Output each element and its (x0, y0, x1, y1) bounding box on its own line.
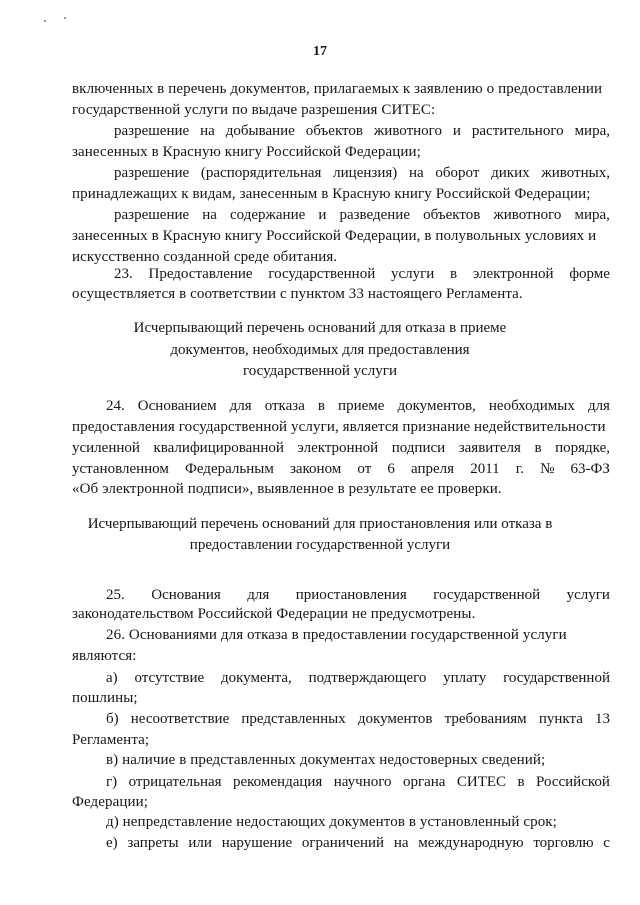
text-line: являются: (72, 648, 137, 664)
text-line: предоставления государственной услуги, является признание недействительности (72, 419, 606, 435)
word: научного (333, 774, 392, 790)
word: в (517, 774, 525, 790)
justified-line (114, 163, 610, 183)
word: (распорядительная (200, 165, 322, 181)
word: приеме (338, 398, 385, 414)
justified-line (106, 709, 610, 729)
text-line: д) непредставление недостающих документов в установленный срок; (106, 814, 557, 830)
word: необходимых (488, 398, 575, 414)
word: мира, (574, 123, 610, 139)
page-number: 17 (313, 44, 327, 59)
word: или (188, 835, 212, 851)
justified-line (106, 396, 610, 416)
word: и (318, 207, 327, 223)
word: для (229, 398, 252, 414)
word: требованиям (444, 711, 527, 727)
justified-line (106, 833, 610, 853)
word: разрешение (114, 123, 190, 139)
word: приостановления (295, 587, 407, 603)
justified-line (106, 772, 610, 792)
word: форме (569, 266, 610, 282)
word: документов (357, 711, 433, 727)
word: для (587, 398, 610, 414)
word: документов, (397, 398, 476, 414)
justified-line (114, 264, 610, 284)
word: с (603, 835, 610, 851)
word: рекомендация (233, 774, 323, 790)
text-line: Федерации; (72, 794, 149, 810)
word: порядке, (555, 440, 610, 456)
section-heading-line: государственной услуги (243, 363, 397, 379)
text-line: осуществляется в соответствии с пунктом 33 настоящего Регламента. (72, 286, 523, 302)
word: е) (106, 835, 118, 851)
word: от (357, 461, 372, 477)
word: животного (493, 207, 562, 223)
word: объектов (305, 123, 363, 139)
word: уплату (443, 670, 487, 686)
word: государственной (433, 587, 541, 603)
word: документа, (220, 670, 292, 686)
scan-speck (64, 17, 66, 19)
text-line: государственной услуги по выдаче разрешения СИТЕС: (72, 102, 436, 118)
word: Федеральным (185, 461, 274, 477)
word: г. (515, 461, 524, 477)
word: добывание (225, 123, 295, 139)
text-line: 26. Основаниями для отказа в предоставлении государственной услуги (106, 627, 567, 643)
word: разрешение (114, 165, 190, 181)
word: подтверждающего (308, 670, 427, 686)
text-line: в) наличие в представленных документах недостоверных сведений; (106, 752, 546, 768)
word: торговлю (533, 835, 594, 851)
word: электронной (472, 266, 554, 282)
word: международную (418, 835, 524, 851)
word: органа (402, 774, 446, 790)
justified-line (106, 668, 610, 688)
word: услуги (566, 587, 610, 603)
text-line: Регламента; (72, 732, 150, 748)
word: оборот (435, 165, 480, 181)
word: лицензия) (333, 165, 398, 181)
word: диких (491, 165, 530, 181)
word: пункта (538, 711, 583, 727)
word: СИТЕС (456, 774, 507, 790)
word: Основанием (137, 398, 217, 414)
word: Основания (151, 587, 221, 603)
word: государственной (503, 670, 610, 686)
word: 25. (106, 587, 125, 603)
text-line: занесенных в Красную книгу Российской Федерации, в полувольных условиях и (72, 228, 597, 244)
word: отрицательная (128, 774, 222, 790)
word: отсутствие (134, 670, 205, 686)
word: квалифицированной (153, 440, 284, 456)
word: 6 (387, 461, 395, 477)
word: № (540, 461, 555, 477)
word: Российской (535, 774, 610, 790)
word: животного (373, 123, 442, 139)
word: заявителя (458, 440, 521, 456)
word: апреля (411, 461, 455, 477)
word: в (534, 440, 542, 456)
word: подписи (391, 440, 446, 456)
section-heading-line: Исчерпывающий перечень оснований для отказа в приеме (133, 320, 507, 336)
word: Предоставление (148, 266, 253, 282)
word: нарушение (221, 835, 293, 851)
word: на (393, 835, 409, 851)
word: содержание (230, 207, 306, 223)
word: на (202, 207, 217, 223)
word: 24. (106, 398, 125, 414)
word: животных, (541, 165, 610, 181)
word: 13 (595, 711, 610, 727)
justified-line (72, 438, 610, 458)
word: 23. (114, 266, 133, 282)
word: в (317, 398, 325, 414)
word: услуги (390, 266, 435, 282)
word: 2011 (470, 461, 500, 477)
word: и (452, 123, 461, 139)
text-line: законодательством Российской Федерации не предусмотрены. (72, 606, 476, 622)
word: б) (106, 711, 119, 727)
word: 63-ФЗ (570, 461, 610, 477)
text-line: принадлежащих к видам, занесенным в Красную книгу Российской Федерации; (72, 186, 591, 202)
text-line: «Об электронной подписи», выявленное в результате ее проверки. (72, 481, 502, 497)
word: растительного (471, 123, 564, 139)
word: государственной (268, 266, 376, 282)
word: установленном (72, 461, 169, 477)
word: несоответствие (130, 711, 230, 727)
justified-line (114, 205, 610, 225)
word: на (408, 165, 424, 181)
word: законом (289, 461, 342, 477)
word: объектов (423, 207, 481, 223)
word: разрешение (114, 207, 190, 223)
word: для (247, 587, 270, 603)
word: на (200, 123, 215, 139)
text-line: пошлины; (72, 690, 138, 706)
scan-speck (44, 20, 46, 22)
word: отказа (264, 398, 305, 414)
section-heading-line: документов, необходимых для предоставления (170, 342, 470, 358)
word: разведение (339, 207, 410, 223)
justified-line (106, 585, 610, 605)
justified-line (72, 459, 610, 479)
section-heading-line: Исчерпывающий перечень оснований для приостановления или отказа в (87, 516, 553, 532)
section-heading-line: предоставлении государственной услуги (189, 537, 451, 553)
word: электронной (297, 440, 379, 456)
word: представленных (241, 711, 346, 727)
word: мира, (574, 207, 610, 223)
text-line: занесенных в Красную книгу Российской Федерации; (72, 144, 421, 160)
justified-line (114, 121, 610, 141)
word: ограничений (301, 835, 385, 851)
word: усиленной (72, 440, 140, 456)
word: а) (106, 670, 118, 686)
text-line: включенных в перечень документов, прилагаемых к заявлению о предоставлении (72, 81, 603, 97)
word: в (450, 266, 458, 282)
text-line: искусственно созданной среде обитания. (72, 249, 338, 265)
word: г) (106, 774, 118, 790)
word: запреты (127, 835, 179, 851)
